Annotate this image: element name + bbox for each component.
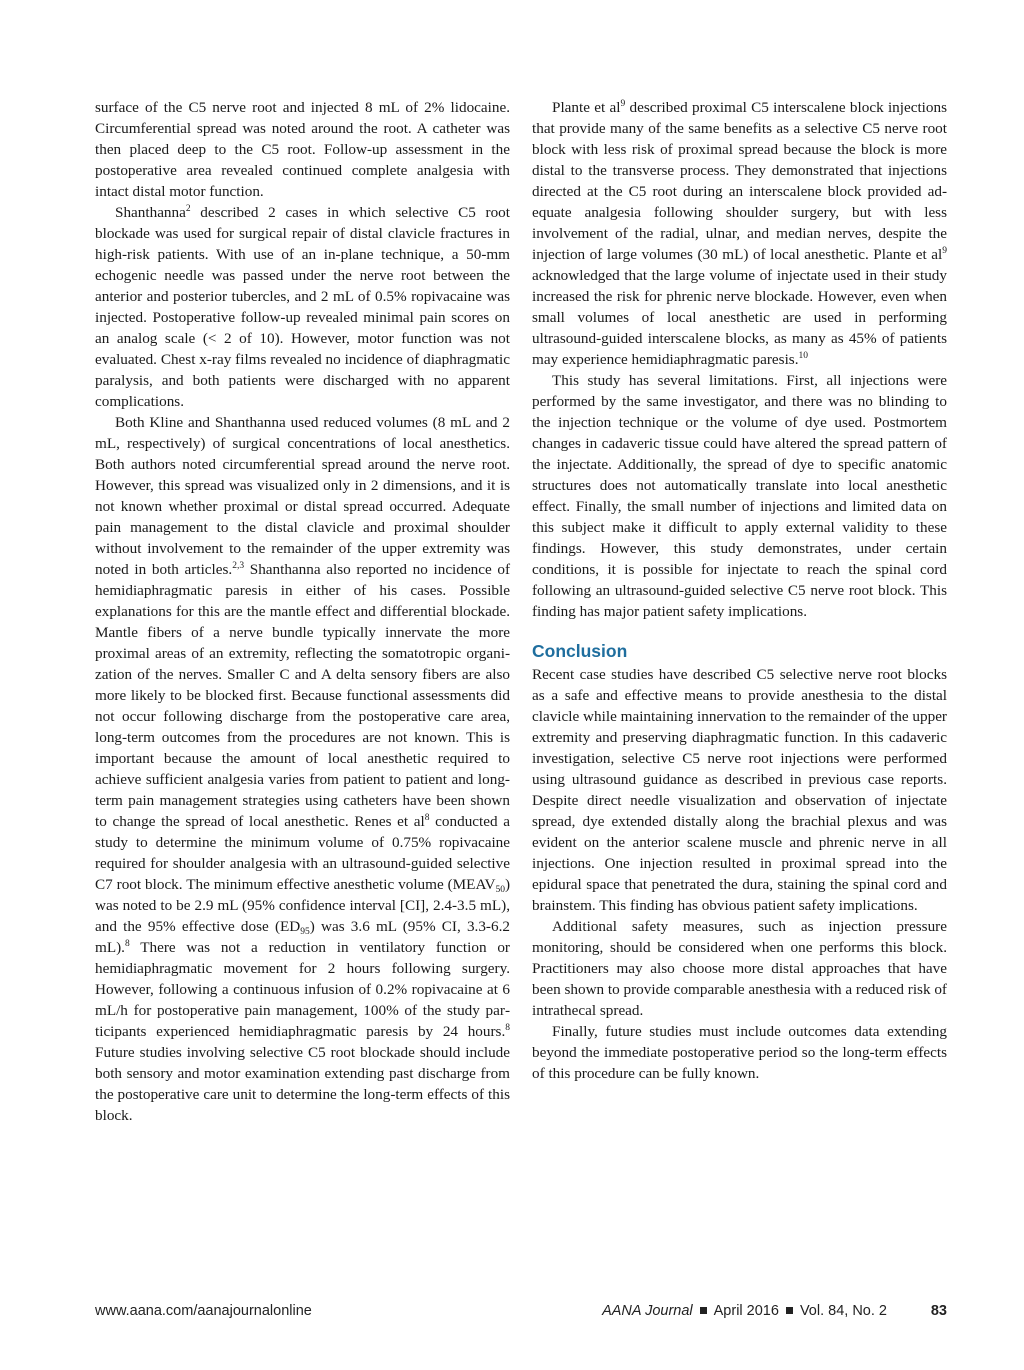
text-run: described 2 cases in which selective C5 root blockade was used for surgical repair of distal clavicle fractures in high-risk patients. With use of an in-plane technique, a 50-mm echogenic needle was passed under the nerve root between the anterior and posterior tubercles, and 2 mL of 0.5% ropivacaine was injected. Postoperative follow-up revealed minimal pain scores on an analog scale (< 2 of 10). However, motor function was not evaluated. Chest x-ray films revealed no incidence of diaphragmatic paralysis, and both patients were discharged with no apparent complications. <box>95 204 510 410</box>
text-run: Both Kline and Shanthanna used reduced volumes (8 mL and 2 mL, respectively) of surgical concentrations of local anesthetics. Both authors noted circumferential spread around the nerve root. However, this spread was visualized only in 2 dimensions, and it is not known whether proximal or distal spread occurred. Adequate pain management to the distal clavicle and proximal shoulder without involvement to the remainder of the upper extremity was noted in both articles. <box>95 414 510 578</box>
reference-superscript: 9 <box>942 246 947 256</box>
journal-url[interactable]: www.aana.com/aanajournalonline <box>95 1303 312 1319</box>
journal-citation <box>602 1303 887 1319</box>
paragraph: Finally, future studies must include outcomes data extending beyond the immediate postoperative period so the long-term effects of this procedure can be fully known. <box>532 1023 947 1082</box>
paragraph <box>95 202 510 412</box>
paragraph <box>95 412 510 1126</box>
text-run: There was not a reduction in ventilatory function or hemidiaphragmatic movement for 2 hours following surgery. However, following a continuous infusion of 0.2% ropivacaine at 6 mL/h for postoperative pain management, 100% of the study participants experienced hemidiaphragmatic paresis by 24 hours. <box>95 939 510 1040</box>
left-column <box>95 97 510 1126</box>
issue-date: April 2016 <box>713 1303 779 1319</box>
paragraph: Recent case studies have described C5 selective nerve root blocks as a safe and effective means to provide anesthesia to the distal clavicle while maintaining innervation to the remainder of the upper extremity and preserving diaphragmatic function. In this cadaveric investigation, selective C5 nerve root injections were performed using ultrasound guidance as described in previous case reports. Despite direct needle visualization and observation of injectate spread, dye extended distally along the brachial plexus and was evident on the anterior scalene muscle and phrenic nerve in all injections. One injection resulted in proximal spread into the epidural space that penetrated the dura, staining the spinal cord and brainstem. This finding has obvious patient safety implications. <box>532 666 947 914</box>
reference-superscript: 2 <box>185 204 191 214</box>
text-run: acknowledged that the large volume of injectate used in their study increased the risk for phrenic nerve blockade. However, even when small volumes of local anesthetic are used in performing ultrasound-guided interscalene blocks, as many as 45% of patients may experience hemidiaphragmatic paresis. <box>532 267 947 368</box>
volume-issue: Vol. 84, No. 2 <box>799 1303 887 1319</box>
paragraph <box>532 97 947 370</box>
paragraph: Additional safety measures, such as injection pressure monitoring, should be considered when one performs this block. Practitioners may also choose more distal approaches that have been shown to provide comparable anesthesia with a reduced risk of intrathecal spread. <box>532 918 947 1019</box>
subscript: 50 <box>495 885 505 895</box>
paragraph: surface of the C5 nerve root and injected 8 mL of 2% lidocaine. Circumferential spread was noted around the root. A catheter was then placed deep to the C5 root. Follow-up assessment in the postoperative area revealed continued complete analgesia with intact distal motor function. <box>95 99 510 200</box>
reference-superscript: 9 <box>620 99 626 109</box>
page-number: 83 <box>930 1303 947 1319</box>
square-bullet-icon <box>786 1307 793 1314</box>
text-run: described proximal C5 interscalene block injections that provide many of the same benefits as a selective C5 nerve root block with less risk of proximal spread because the block is more distal to the transverse process. They demonstrated that injections directed at the C5 root during an interscalene block provided adequate analgesia following shoulder surgery, but with less involvement of the radial, ulnar, and median nerves, despite the injection of large volumes (30 mL) of local anesthetic. Plante et al <box>532 99 948 263</box>
right-column <box>532 97 947 1084</box>
subscript: 95 <box>300 927 310 937</box>
text-run: ) was noted to be 2.9 mL (95% confidence interval [CI], 2.4-3.5 mL), and the 95% effective dose (ED <box>95 876 510 935</box>
reference-superscript: 8 <box>124 939 130 949</box>
reference-superscript: 8 <box>505 1023 510 1033</box>
paragraph: This study has several limitations. First, all injections were performed by the same investigator, and there was no blinding to the injection technique or the volume of dye used. Postmortem changes in cadaveric tissue could have altered the spread pattern of the injectate. Additionally, the spread of dye to specific anatomic structures does not automatically translate into local anesthetic effect. Finally, the small number of injections and limited data on this subject make it difficult to apply external validity to these findings. However, this study demonstrates, under certain conditions, it is possible for injectate to reach the spinal cord following an ultrasound-guided selective C5 nerve root block. This finding has major patient safety implications. <box>532 372 947 620</box>
square-bullet-icon <box>700 1307 707 1314</box>
text-run: conducted a study to determine the minimum volume of 0.75% ropivacaine required for shoulder analgesia with an ultrasound-guided selective C7 root block. The minimum effective anesthetic volume (MEAV <box>95 813 511 893</box>
text-run: ) was 3.6 mL (95% CI, 3.3-6.2 mL). <box>95 918 510 956</box>
text-run: Shanthanna <box>115 204 186 221</box>
reference-superscript: 10 <box>798 351 809 361</box>
section-heading-conclusion: Conclusion <box>532 641 628 661</box>
text-run: Future studies involving selective C5 root blockade should include both sensory and motor examination extending past discharge from the postoperative care unit to determine the long-term effects of this block. <box>95 1044 510 1124</box>
text-run: Plante et al <box>552 99 621 116</box>
page-footer <box>95 1303 947 1325</box>
reference-superscript: 8 <box>424 813 430 823</box>
reference-superscript: 2,3 <box>232 561 245 571</box>
journal-name: AANA Journal <box>602 1303 693 1319</box>
text-run: Shanthanna also reported no incidence of hemidiaphragmatic paresis in either of his cases. Possible explanations for this are the mantle effect and differential blockade. Mantle fibers of a nerve bundle typically innervate the more proximal areas of an extremity, reflecting the somatotropic organization of the nerves. Smaller C and A delta sensory fibers are also more likely to be blocked first. Because functional assessments did not occur following discharge from the postoperative care area, long-term outcomes from the procedures are not known. This is important because the amount of local anesthetic required to achieve sufficient analgesia varies from patient to patient and long-term pain management strategies using catheters have been shown to change the spread of local anesthetic. Renes et al <box>95 561 511 830</box>
